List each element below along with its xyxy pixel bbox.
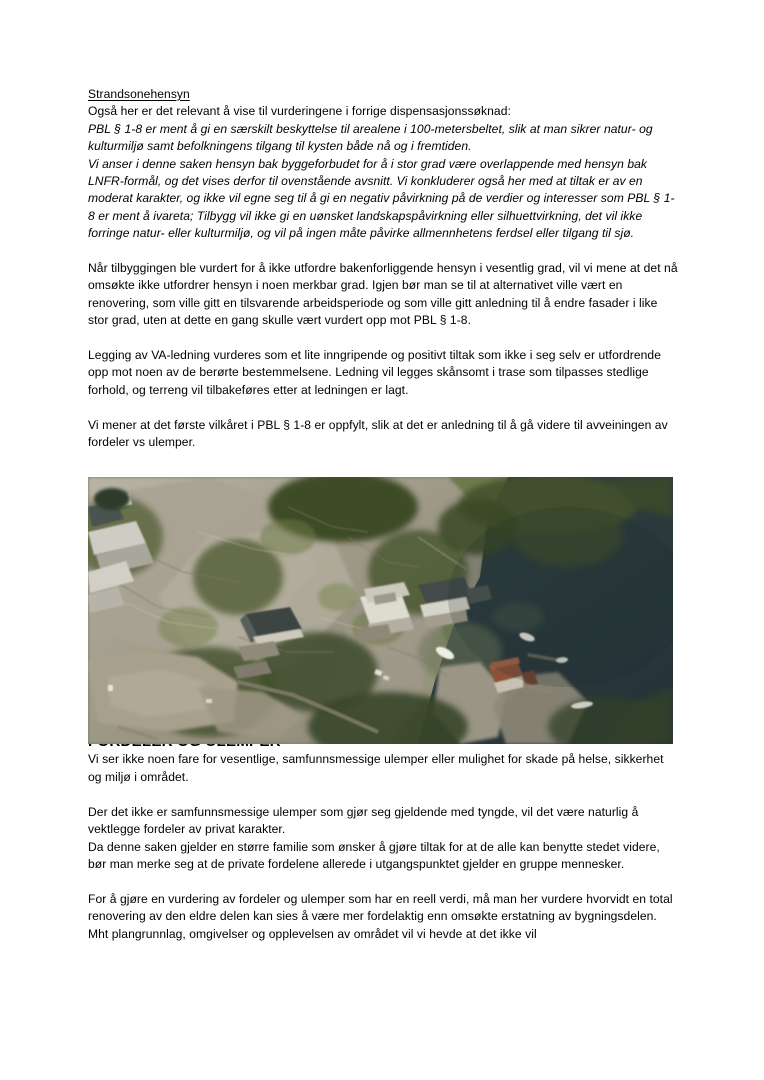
aerial-photograph-image xyxy=(88,477,673,744)
paragraph-intro-line: Også her er det relevant å vise til vurderingene i forrige dispensasjonssøknad: xyxy=(88,104,511,119)
paragraph-samfunnsmessige-ulemper: Der det ikke er samfunnsmessige ulemper som gjør seg gjeldende med tyngde, vil det være naturlig å vektlegge fordeler av privat karakter. xyxy=(88,804,639,837)
quoted-paragraph-vurdering: Vi anser i denne saken hensyn bak byggeforbudet for å i stor grad være overlappende med hensyn bak LNFR-formål, og det vises derfor til ovenstående avsnitt. Vi konkluderer også her med at tiltak er av en moderat karakter, og ikke vil egne seg til å gi en negativ påvirkning på de verdier og interesser som PBL § 1-8 er ment å ivareta; Tilbygg vil ikke gi en uønsket landskapspåvirkning eller silhuettvirkning, det vil ikke forringe natur- eller kulturmiljø, og vil på ingen måte påvirke allmennhetens ferdsel eller tilgang til sjø. xyxy=(88,156,675,241)
paragraph-spacer xyxy=(88,399,678,416)
paragraph-familie-gruppe: Da denne saken gjelder en større familie som ønsker å gjøre tiltak for at de alle kan benytte stedet videre, bør man merke seg at de private fordelene allerede i utgangspunktet gjelder en gruppe mennesker. xyxy=(88,839,660,871)
paragraph-spacer xyxy=(88,243,678,260)
subsection-heading-strandsonehensyn: Strandsonehensyn xyxy=(88,87,190,101)
aerial-photograph xyxy=(88,477,673,744)
paragraph-spacer xyxy=(88,330,678,347)
paragraph-tilbygging-vurdering: Når tilbyggingen ble vurdert for å ikke utfordre bakenforliggende hensyn i vesentlig grad, vil vi mene at det nå omsøkte ikke utfordrer hensyn i noen merkbar grad. Igjen bør man se til at alternativet ville vært en renovering, som ville gitt en tilsvarende arbeidsperiode og som ville gitt anledning til å endre fasader i like stor grad, uten at dette en gang skulle vært vurdert opp mot PBL § 1-8. xyxy=(88,261,678,328)
paragraph-ingen-fare: Vi ser ikke noen fare for vesentlige, samfunnsmessige ulemper eller mulighet for skade på helse, sikkerhet og miljø i området. xyxy=(88,752,664,784)
paragraph-spacer xyxy=(88,873,678,890)
quoted-paragraph-pbl-1-8: PBL § 1-8 er ment å gi en særskilt beskyttelse til arealene i 100-metersbeltet, slik at man sikrer natur- og kulturmiljø samt befolkningens tilgang til kysten både nå og i fremtiden. xyxy=(88,121,653,154)
paragraph-va-ledning: Legging av VA-ledning vurderes som et lite inngripende og positivt tiltak som ikke i seg selv er utfordrende opp mot noen av de berørte bestemmelsene. Ledning vil legges skånsomt i trase som tilpasses stedlige forhold, og terreng vil tilbakeføres etter at ledningen er lagt. xyxy=(88,348,662,397)
paragraph-vurdering-fordeler-ulemper: For å gjøre en vurdering av fordeler og ulemper som har en reell verdi, må man her vurdere hvorvidt en total renovering av den eldre delen kan sies å være mer fordelaktig enn omsøkte erstatning av bygningsdelen. Mht plangrunnlag, omgivelser og opplevelsen av området vil vi hevde at det ikke vil xyxy=(88,891,673,941)
paragraph-spacer xyxy=(88,786,678,803)
paragraph-forste-vilkaret: Vi mener at det første vilkåret i PBL § 1-8 er oppfylt, slik at det er anledning til å gå videre til avveiningen av fordeler vs ulemper. xyxy=(88,417,668,450)
